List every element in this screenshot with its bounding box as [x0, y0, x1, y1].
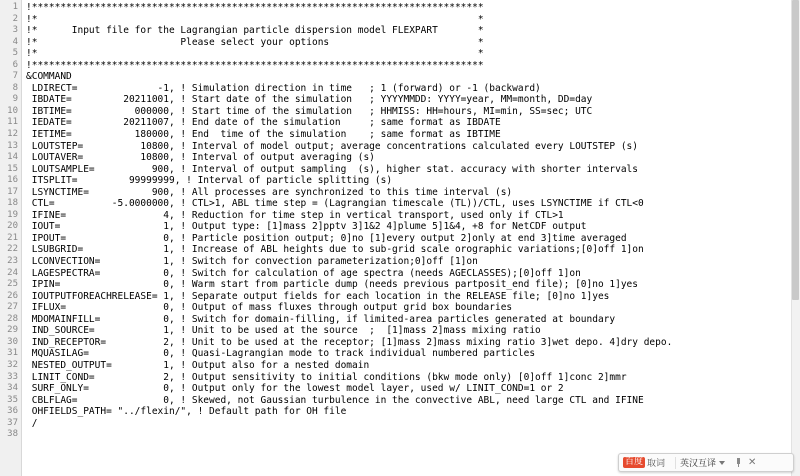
code-line: IND_SOURCE= 1, ! Unit to be used at the source ; [1]mass 2]mass mixing ratio — [26, 325, 541, 337]
line-number: 34 — [7, 383, 18, 394]
code-line: !* * — [26, 13, 484, 25]
line-number: 22 — [7, 244, 18, 255]
code-line: LSYNCTIME= 900, ! All processes are synchronized to this time interval (s) — [26, 186, 513, 198]
code-line: IETIME= 180000, ! End time of the simulation ; same format as IBTIME — [26, 129, 501, 141]
code-line: IEDATE= 20211007, ! End date of the simulation ; same format as IBDATE — [26, 117, 501, 129]
code-line: LCONVECTION= 1, ! Switch for convection parameterization;0]off [1]on — [26, 256, 478, 268]
code-line: LOUTSTEP= 10800, ! Interval of model output; average concentrations calculated every LOUTSTEP (s) — [26, 140, 638, 152]
line-number-gutter — [0, 0, 22, 476]
line-number: 20 — [7, 221, 18, 232]
line-number: 4 — [12, 36, 18, 47]
ime-mode-label[interactable]: 取词 — [647, 459, 666, 469]
line-number: 16 — [7, 175, 18, 186]
code-line: !* Please select your options * — [26, 36, 484, 48]
divider — [675, 457, 676, 469]
line-number: 7 — [12, 71, 18, 82]
code-line: IND_RECEPTOR= 2, ! Unit to be used at the receptor; [1]mass 2]mass mixing ratio 3]wet depo. 4]dry depo. — [26, 336, 673, 348]
line-number: 23 — [7, 256, 18, 267]
line-number: 33 — [7, 371, 18, 382]
line-number: 32 — [7, 359, 18, 370]
code-line: !* * — [26, 48, 484, 60]
code-line: LINIT_COND= 2, ! Output sensitivity to initial conditions (bkw mode only) [0]off 1]conc 2]mmr — [26, 371, 627, 383]
line-number: 37 — [7, 417, 18, 428]
code-line: &COMMAND — [26, 71, 72, 83]
line-number: 9 — [12, 94, 18, 105]
code-line: !******************************************************************************* — [26, 2, 484, 13]
line-number: 19 — [7, 209, 18, 220]
line-number: 14 — [7, 152, 18, 163]
code-line: LAGESPECTRA= 0, ! Switch for calculation of age spectra (needs AGECLASSES);[0]off 1]on — [26, 267, 581, 279]
code-line: SURF_ONLY= 0, ! Output only for the lowest model layer, used w/ LINIT_COND=1 or 2 — [26, 383, 564, 395]
code-line: OHFIELDS_PATH= "../flexin/", ! Default path for OH file — [26, 406, 347, 418]
line-number: 12 — [7, 129, 18, 140]
line-number: 31 — [7, 348, 18, 359]
line-number: 27 — [7, 302, 18, 313]
baidu-logo-icon: 百度 — [625, 457, 644, 467]
code-line: IOUTPUTFOREACHRELEASE= 1, ! Separate output fields for each location in the RELEASE file; [0]no 1]yes — [26, 290, 610, 302]
line-number: 25 — [7, 279, 18, 290]
code-line: IOUT= 1, ! Output type: [1]mass 2]pptv 3]1&2 4]plume 5]1&4, +8 for NetCDF output — [26, 221, 587, 233]
code-line: CTL= -5.0000000, ! CTL>1, ABL time step = (Lagrangian timescale (TL))/CTL, uses LSYNCTIME if CTL<0 — [26, 198, 644, 210]
line-number: 35 — [7, 394, 18, 405]
line-number: 18 — [7, 198, 18, 209]
code-line: LDIRECT= -1, ! Simulation direction in time ; 1 (forward) or -1 (backward) — [26, 82, 541, 94]
line-number: 36 — [7, 406, 18, 417]
code-line: !******************************************************************************* — [26, 59, 484, 71]
code-line: ITSPLIT= 99999999, ! Interval of particle splitting (s) — [26, 175, 393, 187]
code-line: NESTED_OUTPUT= 1, ! Output also for a nested domain — [26, 359, 370, 371]
line-number: 3 — [12, 25, 18, 36]
scrollbar-thumb[interactable] — [792, 0, 799, 300]
vertical-scrollbar[interactable] — [791, 0, 800, 476]
line-number: 1 — [12, 2, 18, 12]
line-number: 6 — [12, 59, 18, 70]
ime-translate-label[interactable]: 英汉互译 — [680, 459, 717, 469]
code-line: IPIN= 0, ! Warm start from particle dump (needs previous partposit_end file); [0]no 1]yes — [26, 279, 638, 291]
close-icon[interactable]: ✕ — [748, 456, 757, 468]
code-line: LOUTSAMPLE= 900, ! Interval of output sampling (s), higher stat. accuracy with shorter intervals — [26, 163, 638, 175]
line-number: 17 — [7, 186, 18, 197]
code-line: IBDATE= 20211001, ! Start date of the simulation ; YYYYMMDD: YYYY=year, MM=month, DD=day — [26, 94, 593, 106]
code-line: MDOMAINFILL= 0, ! Switch for domain-filling, if limited-area particles generated at boundary — [26, 313, 616, 325]
code-line: LOUTAVER= 10800, ! Interval of output averaging (s) — [26, 152, 375, 164]
code-line: IFLUX= 0, ! Output of mass fluxes through output grid box boundaries — [26, 302, 513, 314]
line-number: 21 — [7, 232, 18, 243]
line-number: 26 — [7, 290, 18, 301]
line-number: 29 — [7, 325, 18, 336]
chevron-down-icon[interactable] — [719, 461, 725, 465]
line-number: 38 — [7, 429, 18, 440]
line-number: 2 — [12, 13, 18, 24]
code-line: LSUBGRID= 1, ! Increase of ABL heights due to sub-grid scale orographic variations;[0]off 1]on — [26, 244, 644, 256]
code-line: MQUASILAG= 0, ! Quasi-Lagrangian mode to track individual numbered particles — [26, 348, 536, 360]
pin-icon[interactable] — [734, 458, 743, 467]
line-number: 8 — [12, 82, 18, 93]
line-number: 11 — [7, 117, 18, 128]
code-line — [26, 429, 800, 441]
line-number: 30 — [7, 336, 18, 347]
line-number: 28 — [7, 313, 18, 324]
line-number: 24 — [7, 267, 18, 278]
code-line: !* Input file for the Lagrangian particle dispersion model FLEXPART * — [26, 25, 484, 37]
line-number: 15 — [7, 163, 18, 174]
code-area[interactable] — [22, 0, 800, 476]
code-line: IBTIME= 000000, ! Start time of the simulation ; HHMISS: HH=hours, MI=min, SS=sec; UTC — [26, 105, 593, 117]
code-line: CBLFLAG= 0, ! Skewed, not Gaussian turbulence in the convective ABL, need large CTL and IFINE — [26, 394, 644, 406]
line-number: 10 — [7, 105, 18, 116]
line-number: 13 — [7, 140, 18, 151]
line-number: 5 — [12, 48, 18, 59]
code-line: IFINE= 4, ! Reduction for time step in vertical transport, used only if CTL>1 — [26, 209, 564, 221]
code-line: / — [26, 417, 38, 429]
code-line: IPOUT= 0, ! Particle position output; 0]no [1]every output 2]only at end 3]time averaged — [26, 232, 627, 244]
ime-toolbar[interactable] — [618, 453, 794, 472]
